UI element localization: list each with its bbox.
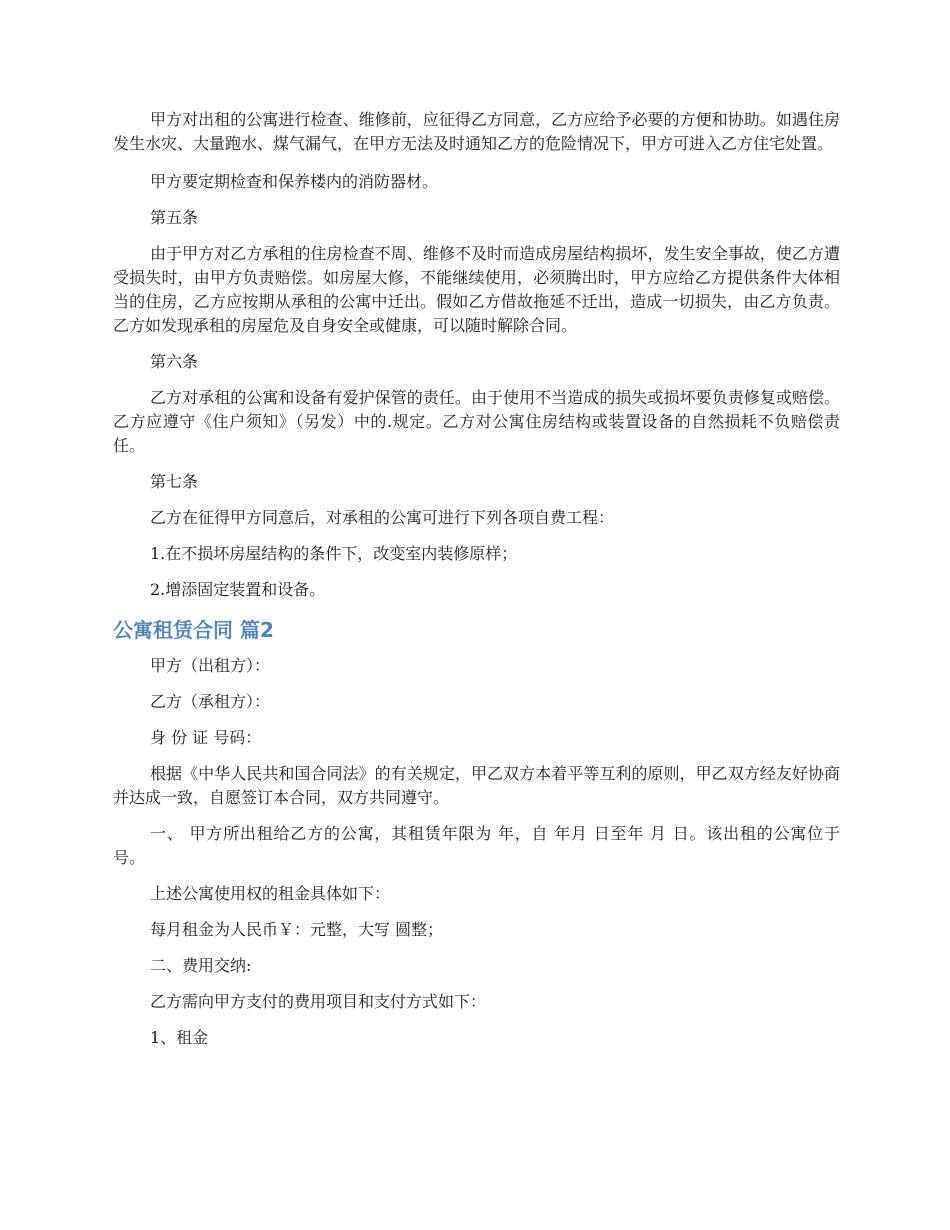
document-body: [113, 108, 840, 1050]
list-item-2: 2.增添固定装置和设备。: [150, 580, 326, 599]
paragraph-preamble: 根据《中华人民共和国合同法》的有关规定，甲乙双方本着平等互利的原则，甲乙双方经友好协商并达成一致，自愿签订本合同，双方共同遵守。: [113, 764, 840, 807]
list-item-1: 1.在不损坏房屋结构的条件下，改变室内装修原样；: [150, 544, 518, 563]
section-heading: 公寓租赁合同 篇2: [113, 618, 274, 642]
paragraph-fire-equipment: 甲方要定期检查和保养楼内的消防器材。: [150, 172, 439, 191]
paragraph-article-7: 乙方在征得甲方同意后，对承租的公寓可进行下列各项自费工程：: [150, 508, 615, 527]
paragraph-monthly-rent: 每月租金为人民币￥：元整，大写 圆整；: [150, 920, 444, 939]
paragraph-inspection-repair: 甲方对出租的公寓进行检查、维修前，应征得乙方同意，乙方应给予必要的方便和协助。如遇住房发生水灾、大量跑水、煤气漏气，在甲方无法及时通知乙方的危险情况下，甲方可进入乙方住宅处置。: [113, 110, 840, 153]
paragraph-fee-items: 乙方需向甲方支付的费用项目和支付方式如下：: [150, 992, 487, 1011]
article-5-label: 第五条: [150, 208, 199, 227]
paragraph-article-6: 乙方对承租的公寓和设备有爱护保管的责任。由于使用不当造成的损失或损坏要负责修复或赔偿。乙方应遵守《住户须知》（另发）中的.规定。乙方对公寓住房结构或装置设备的自然损耗不负赔偿责任。: [113, 388, 840, 455]
article-7-label: 第七条: [150, 472, 199, 491]
paragraph-clause-1: 一、 甲方所出租给乙方的公寓，其租赁年限为 年，自 年月 日至年 月 日。该出租的公寓位于 号。: [113, 824, 840, 867]
article-6-label: 第六条: [150, 352, 199, 371]
party-a-line: 甲方（出租方）：: [150, 656, 271, 675]
paragraph-article-5: 由于甲方对乙方承租的住房检查不周、维修不及时而造成房屋结构损坏，发生安全事故，使乙方遭受损失时，由甲方负责赔偿。如房屋大修，不能继续使用，必须腾出时，甲方应给乙方提供条件大体相当的住房，乙方应按期从承租的公寓中迁出。假如乙方借故拖延不迁出，造成一切损失，由乙方负责。乙方如发现承租的房屋危及自身安全或健康，可以随时解除合同。: [113, 244, 840, 335]
paragraph-clause-2: 二、费用交纳:: [150, 956, 252, 975]
id-number-line: 身 份 证 号码：: [150, 728, 262, 747]
party-b-line: 乙方（承租方）：: [150, 692, 271, 711]
paragraph-rent-intro: 上述公寓使用权的租金具体如下：: [150, 884, 391, 903]
paragraph-rent-item: 1、租金: [150, 1028, 209, 1047]
